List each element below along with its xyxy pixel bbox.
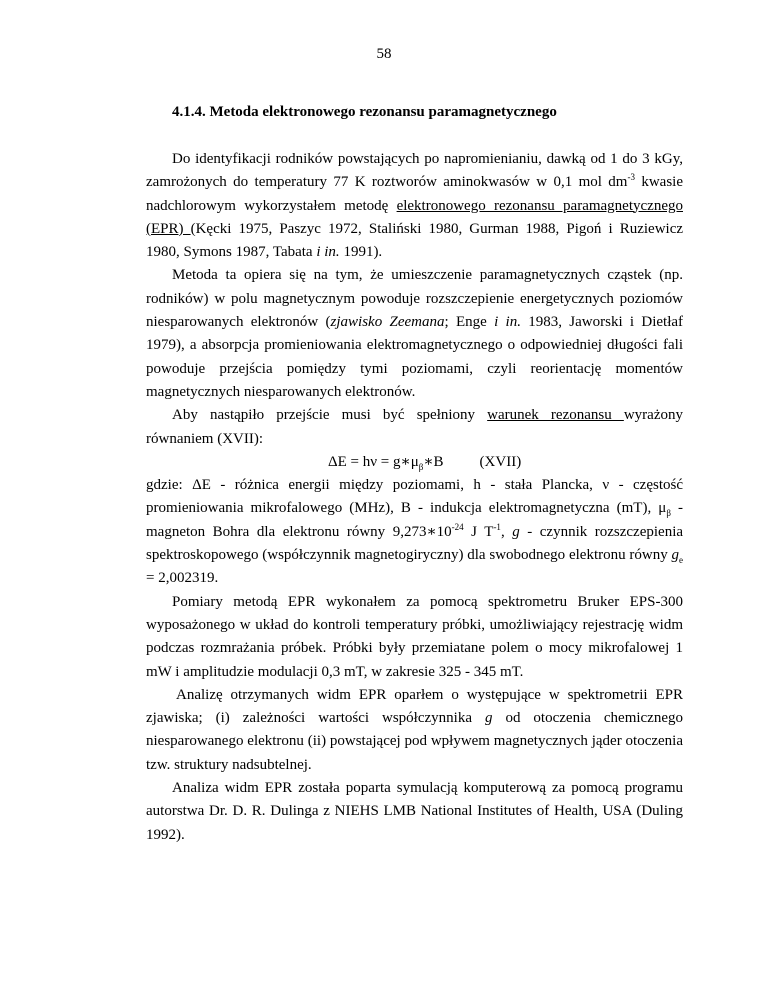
underlined-term-resonance: warunek rezonansu bbox=[487, 407, 624, 424]
text: 1991). bbox=[339, 244, 383, 261]
paragraph-3 bbox=[146, 404, 683, 451]
text: Do identyfikacji rodników powstających po napromienianiu, dawką od 1 do 3 kGy, zamrożonych do temperatury 77 K roztworów aminokwasów w 0,1 mol dm bbox=[146, 151, 683, 191]
equation-text: ∗B bbox=[423, 453, 444, 470]
text: od otoczenia chemicznego niesparowanego elektronu (ii) powstającej pod wpływem magnetycznych jąder otoczenia tzw. struktury nadsubtelnej. bbox=[146, 710, 683, 773]
paragraph-4 bbox=[146, 474, 683, 590]
italic-text: g bbox=[512, 523, 520, 540]
text: Metoda ta opiera się na tym, że umieszczenie paramagnetycznych cząstek (np. rodników) w polu magnetycznym powoduje rozszczepienie energetycznych poziomów niesparowanych elektronów ( bbox=[146, 267, 683, 331]
underlined-term-epr: elektronowego rezonansu paramagnetycznego (EPR) bbox=[146, 197, 683, 237]
paragraph-6 bbox=[146, 684, 683, 777]
text: ; Enge bbox=[444, 314, 495, 331]
text: wyrażony równaniem (XVII): bbox=[146, 407, 683, 447]
section-heading: 4.1.4. Metoda elektronowego rezonansu paramagnetycznego bbox=[172, 104, 557, 120]
equation-label: (XVII) bbox=[479, 453, 522, 470]
text: 1983, Jaworski i Dietłaf 1979), a absorpcja promieniowania elektromagnetycznego o odpowiedniej długości fali powoduje przejścia pomiędzy tymi poziomami, czyli reorientację momentów magnetycznych niesparowanych elektronów. bbox=[146, 314, 684, 400]
paragraph-5: Pomiary metodą EPR wykonałem za pomocą spektrometru Bruker EPS-300 wyposażonego w układ do kontroli temperatury próbki, umożliwiający rejestrację widm podczas rozmrażania próbek. Próbki były przemiatane polem o mocy mikrofalowej 1 mW i amplitudzie modulacji 0,3 mT, w zakresie 325 - 345 mT. bbox=[146, 593, 683, 680]
paragraph-7: Analiza widm EPR została poparta symulacją komputerową za pomocą programu autorstwa Dr. D. R. Dulinga z NIEHS LMB National Institutes of Health, USA (Duling 1992). bbox=[146, 780, 683, 843]
equation-xvii bbox=[146, 451, 683, 474]
text: (Kęcki 1975, Paszyc 1972, Staliński 1980, Gurman 1988, Pigoń i Ruziewicz 1980, Symons 1987, Tabata bbox=[146, 220, 684, 261]
italic-text: g bbox=[484, 710, 493, 727]
text: kwasie nadchlorowym wykorzystałem metodę bbox=[146, 174, 684, 214]
text: gdzie: ΔE - różnica energii między poziomami, h - stała Plancka, ν - częstość promieniowania mikrofalowego (MHz), B - indukcja elektromagnetyczna (mT), μ bbox=[146, 477, 683, 517]
italic-text: g bbox=[671, 547, 679, 564]
text: J T bbox=[463, 523, 494, 540]
page-number: 58 bbox=[376, 46, 392, 62]
subscript: e bbox=[679, 555, 683, 566]
text: - czynnik rozszczepienia spektroskopowego (współczynnik magnetogiryczny) dla swobodnego elektronu równy bbox=[146, 523, 684, 564]
italic-text: i in. bbox=[316, 244, 340, 261]
superscript: -1 bbox=[493, 521, 501, 532]
paragraph-2 bbox=[146, 264, 683, 404]
text: Analizę otrzymanych widm EPR oparłem o występujące w spektrometrii EPR zjawiska; (i) zależności wartości współczynnika bbox=[146, 686, 683, 727]
body-text bbox=[146, 148, 683, 847]
subscript: β bbox=[418, 461, 424, 472]
italic-text: zjawisko Zeemana bbox=[330, 314, 445, 331]
paragraph-1 bbox=[146, 148, 683, 264]
superscript: -3 bbox=[627, 172, 635, 183]
text: , bbox=[500, 523, 513, 540]
italic-text: i in. bbox=[494, 314, 521, 331]
text: - magneton Bohra dla elektronu równy 9,273∗10 bbox=[146, 500, 683, 540]
equation-text: ΔE = hν = g∗μ bbox=[328, 453, 419, 470]
subscript: β bbox=[666, 508, 671, 519]
text: Aby nastąpiło przejście musi być spełniony bbox=[172, 407, 488, 424]
text: = 2,002319. bbox=[146, 570, 219, 587]
superscript: -24 bbox=[451, 521, 464, 532]
